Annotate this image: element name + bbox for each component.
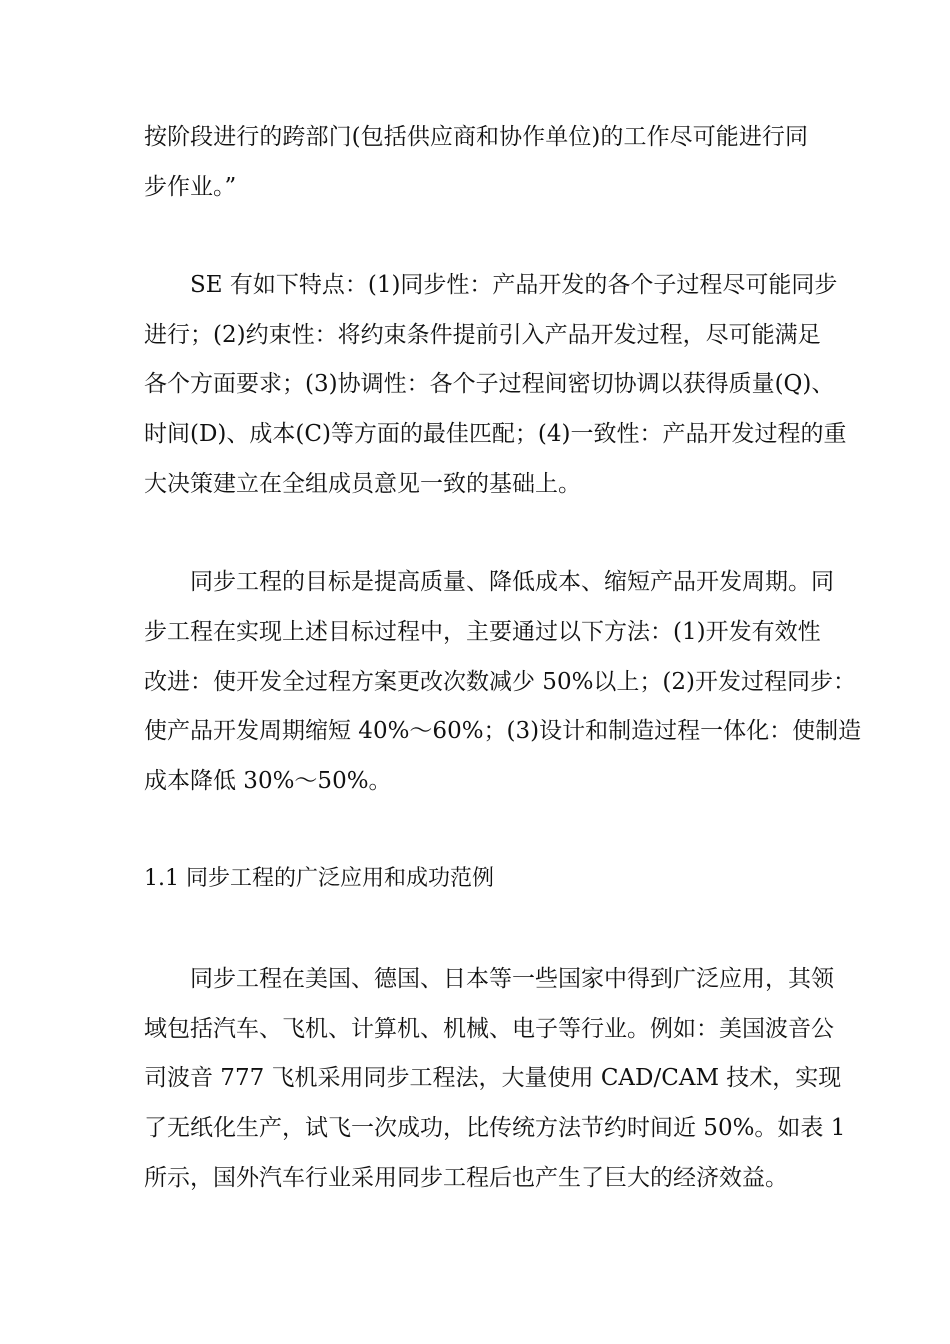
section-heading: 1.1 同步工程的广泛应用和成功范例 [144,866,494,891]
paragraph-2-line-5: 大决策建立在全组成员意见一致的基础上。 [144,471,581,497]
paragraph-3-line-5: 成本降低 30%～50%。 [144,768,392,794]
paragraph-1-line-2: 步作业。” [144,174,237,200]
paragraph-4-line-3: 司波音 777 飞机采用同步工程法，大量使用 CAD/CAM 技术，实现 [144,1065,842,1091]
paragraph-1-line-1: 按阶段进行的跨部门(包括供应商和协作单位)的工作尽可能进行同 [144,124,808,150]
paragraph-4-line-1: 同步工程在美国、德国、日本等一些国家中得到广泛应用，其领 [190,966,834,992]
paragraph-2-line-3: 各个方面要求；(3)协调性：各个子过程间密切协调以获得质量(Q)、 [144,371,835,397]
paragraph-3-line-1: 同步工程的目标是提高质量、降低成本、缩短产品开发周期。同 [190,569,834,595]
paragraph-3-line-4: 使产品开发周期缩短 40%～60%；(3)设计和制造过程一体化：使制造 [144,718,862,744]
paragraph-4-line-5: 所示，国外汽车行业采用同步工程后也产生了巨大的经济效益。 [144,1165,788,1191]
paragraph-3-line-3: 改进：使开发全过程方案更改次数减少 50%以上；(2)开发过程同步： [144,669,857,695]
paragraph-3-line-2: 步工程在实现上述目标过程中，主要通过以下方法：(1)开发有效性 [144,619,821,645]
paragraph-2-line-1: SE 有如下特点：(1)同步性：产品开发的各个子过程尽可能同步 [190,272,838,298]
paragraph-4-line-2: 域包括汽车、飞机、计算机、机械、电子等行业。例如：美国波音公 [144,1016,834,1042]
paragraph-2-line-4: 时间(D)、成本(C)等方面的最佳匹配；(4)一致性：产品开发过程的重 [144,421,847,447]
paragraph-2-line-2: 进行；(2)约束性：将约束条件提前引入产品开发过程，尽可能满足 [144,322,821,348]
paragraph-4-line-4: 了无纸化生产，试飞一次成功，比传统方法节约时间近 50%。如表 1 [144,1115,846,1141]
